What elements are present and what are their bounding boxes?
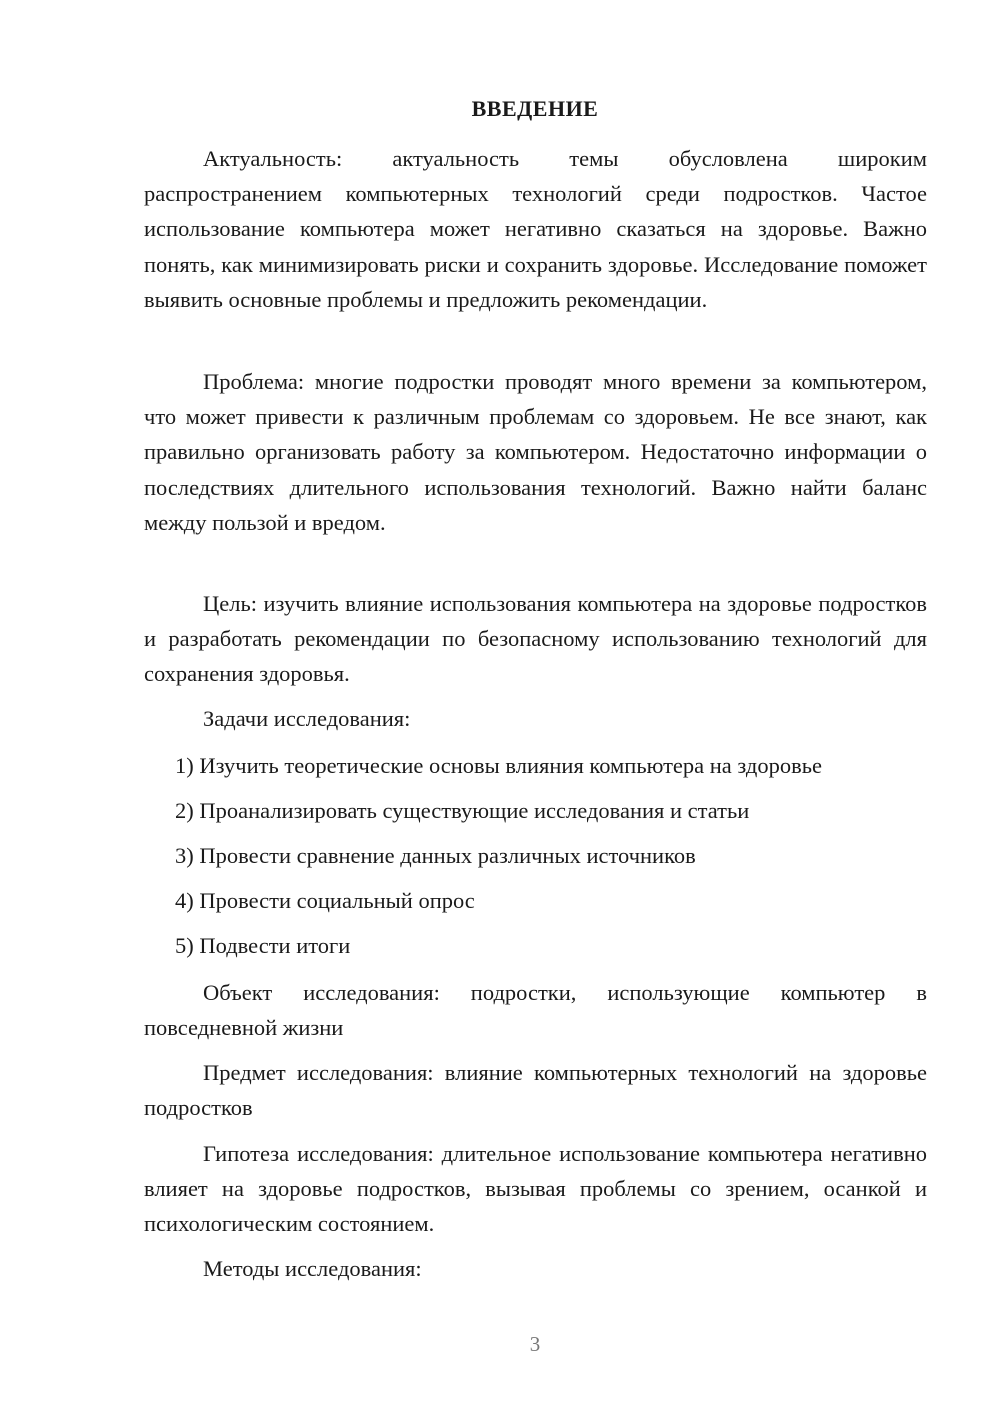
goal-paragraph: Цель: изучить влияние использования компьютера на здоровье подростков и разработать рекомендации по безопасному использованию технологий для сохранения здоровья.	[144, 591, 927, 687]
task-item-4: 4) Провести социальный опрос	[175, 888, 475, 913]
methods-heading: Методы исследования:	[203, 1256, 422, 1281]
page-number: 3	[529, 1332, 541, 1356]
task-item-1: 1) Изучить теоретические основы влияния компьютера на здоровье	[175, 753, 822, 778]
problem-paragraph: Проблема: многие подростки проводят много времени за компьютером, что может привести к различным проблемам со здоровьем. Не все знают, как правильно организовать работу за компьютером. Недостаточно информации о последствиях длительного использования технологий. Важно найти баланс между пользой и вредом.	[144, 369, 927, 535]
relevance-paragraph: Актуальность: актуальность темы обусловлена широким распространением компьютерных технологий среди подростков. Частое использование компьютера может негативно сказаться на здоровье. Важно понять, как минимизировать риски и сохранить здоровье. Исследование поможет выявить основные проблемы и предложить рекомендации.	[144, 146, 927, 312]
tasks-heading: Задачи исследования:	[203, 706, 411, 731]
subject-paragraph: Предмет исследования: влияние компьютерных технологий на здоровье подростков	[144, 1060, 927, 1121]
section-title: ВВЕДЕНИЕ	[471, 96, 599, 121]
hypothesis-paragraph: Гипотеза исследования: длительное использование компьютера негативно влияет на здоровье подростков, вызывая проблемы со зрением, осанкой и психологическим состоянием.	[144, 1141, 927, 1237]
task-item-2: 2) Проанализировать существующие исследования и статьи	[175, 798, 750, 823]
task-item-3: 3) Провести сравнение данных различных источников	[175, 843, 696, 868]
object-paragraph: Объект исследования: подростки, использующие компьютер в повседневной жизни	[144, 980, 927, 1041]
task-item-5: 5) Подвести итоги	[175, 933, 351, 958]
